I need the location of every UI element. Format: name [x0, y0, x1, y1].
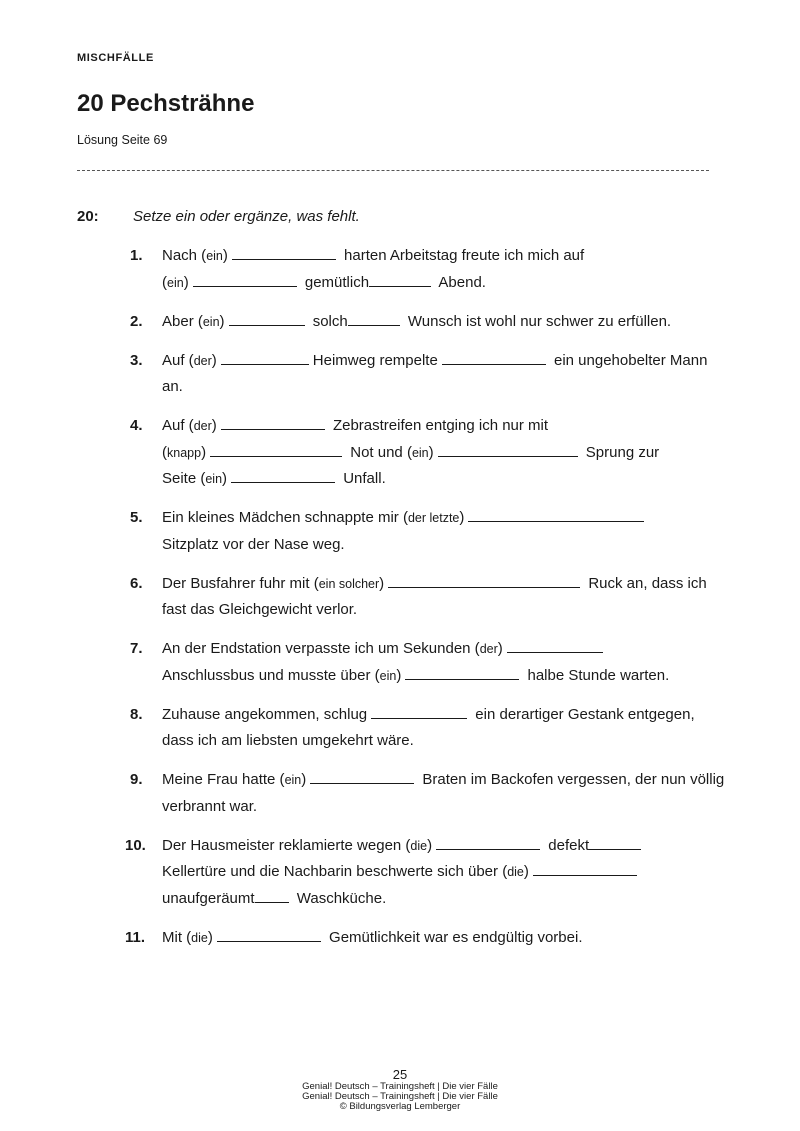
- blank-field[interactable]: [193, 271, 297, 287]
- item-number: 10.: [125, 836, 146, 854]
- blank-field[interactable]: [310, 768, 414, 784]
- blank-field[interactable]: [507, 637, 603, 653]
- blank-field[interactable]: [371, 703, 467, 719]
- item-number: 11.: [125, 928, 146, 946]
- item-number: 4.: [130, 417, 143, 434]
- blank-field[interactable]: [255, 887, 289, 903]
- hint: die: [191, 930, 208, 945]
- task-number: 20:: [77, 208, 99, 225]
- dashed-divider: [77, 170, 709, 171]
- item-number: 2.: [130, 312, 143, 330]
- section-label: MISCHFÄLLE: [77, 52, 154, 64]
- task-instruction: Setze ein oder ergänze, was fehlt.: [133, 208, 360, 225]
- hint: der: [193, 419, 212, 433]
- exercise-item-6: 6. Der Busfahrer fuhr mit (ein solcher) Ruck an, dass ich fast das Gleichgewicht verlor.: [130, 571, 730, 624]
- hint: ein: [411, 445, 429, 460]
- exercise-item-5: 5. Ein kleines Mädchen schnappte mir (der letzte) Sitzplatz vor der Nase weg.: [130, 505, 730, 558]
- exercise-item-1: 1. Nach (ein) harten Arbeitstag freute ich mich auf (ein) gemütlich Abend.: [130, 243, 730, 296]
- hint: ein: [379, 668, 397, 683]
- hint: ein solcher: [318, 576, 380, 591]
- exercise-item-7: 7. An der Endstation verpasste ich um Sekunden (der) Anschlussbus und musste über (ein) halbe Stunde warten.: [130, 636, 730, 689]
- page-footer: [0, 1068, 800, 1112]
- blank-field[interactable]: [229, 310, 305, 326]
- blank-field[interactable]: [221, 349, 309, 365]
- hint: der letzte: [407, 511, 460, 525]
- blank-field[interactable]: [405, 664, 519, 680]
- hint: der: [479, 642, 498, 656]
- blank-field[interactable]: [348, 310, 400, 326]
- item-number: 1.: [130, 247, 143, 264]
- hint: knapp: [167, 445, 202, 460]
- hint: die: [507, 865, 524, 879]
- exercise-item-10: 10. Der Hausmeister reklamierte wegen (die) defekt Kellertüre und die Nachbarin beschwerte sich über (die) unaufgeräumt Waschküche.: [130, 833, 730, 913]
- exercise-list: [125, 243, 730, 964]
- item-number: 9.: [130, 771, 143, 788]
- footer-copyright: © Bildungsverlag Lemberger: [339, 1101, 461, 1112]
- blank-field[interactable]: [210, 441, 342, 457]
- blank-field[interactable]: [442, 349, 546, 365]
- page-number: 25: [392, 1067, 408, 1082]
- blank-field[interactable]: [231, 467, 335, 483]
- blank-field[interactable]: [468, 506, 644, 522]
- page-title: 20 Pechsträhne: [77, 90, 255, 117]
- hint: der: [193, 353, 212, 368]
- blank-field[interactable]: [388, 572, 580, 588]
- blank-field[interactable]: [533, 860, 637, 876]
- hint: ein: [167, 275, 184, 290]
- blank-field[interactable]: [438, 441, 578, 457]
- exercise-item-11: 11. Mit (die) Gemütlichkeit war es endgültig vorbei.: [130, 925, 730, 952]
- blank-field[interactable]: [221, 414, 325, 430]
- footer-line: Genial! Deutsch – Trainingsheft | Die vier Fälle: [302, 1081, 498, 1092]
- exercise-item-8: 8. Zuhause angekommen, schlug ein derartiger Gestank entgegen, dass ich am liebsten umgekehrt wäre.: [130, 702, 730, 755]
- hint: die: [410, 838, 428, 853]
- exercise-item-3: 3. Auf (der) Heimweg rempelte ein ungehobelter Mann an.: [130, 348, 730, 401]
- item-number: 8.: [130, 705, 143, 723]
- item-number: 6.: [130, 574, 143, 592]
- exercise-item-9: 9. Meine Frau hatte (ein) Braten im Backofen vergessen, der nun völlig verbrannt war.: [130, 767, 730, 820]
- blank-field[interactable]: [232, 244, 336, 260]
- item-number: 5.: [130, 509, 143, 526]
- exercise-item-4: 4. Auf (der) Zebrastreifen entging ich nur mit (knapp) Not und (ein) Sprung zur Seite (ein) Unfall.: [130, 413, 730, 493]
- hint: ein: [284, 773, 302, 787]
- item-number: 7.: [130, 640, 143, 657]
- hint: ein: [205, 472, 223, 486]
- blank-field[interactable]: [589, 834, 641, 850]
- item-number: 3.: [130, 351, 143, 369]
- task-header: [77, 208, 360, 225]
- exercise-item-2: 2. Aber (ein) solch Wunsch ist wohl nur schwer zu erfüllen.: [130, 309, 730, 336]
- solution-reference: Lösung Seite 69: [77, 133, 168, 147]
- hint: ein: [202, 314, 220, 329]
- hint: ein: [206, 249, 223, 263]
- blank-field[interactable]: [217, 926, 321, 942]
- blank-field[interactable]: [436, 834, 540, 850]
- blank-field[interactable]: [369, 271, 431, 287]
- footer-line: Genial! Deutsch – Trainingsheft | Die vier Fälle: [302, 1091, 498, 1102]
